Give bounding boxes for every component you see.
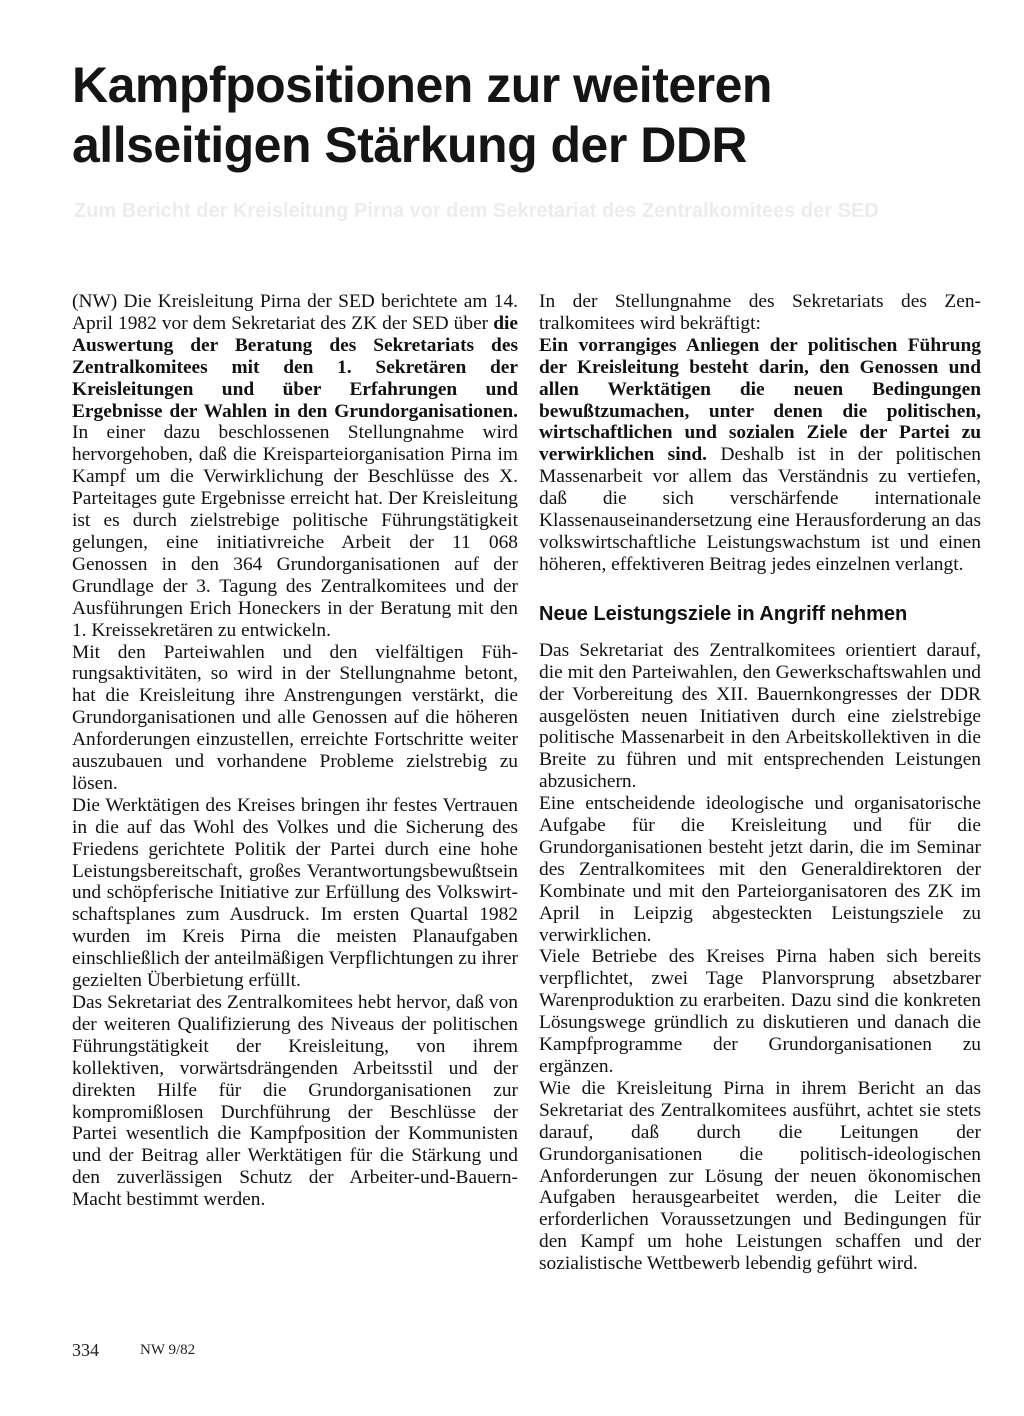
right-paragraph-5: Wie die Kreisleitung Pirna in ihrem Bericht an das Sekretariat des Zentralkomitees ausführt, achtet sie stets darauf, daß durch die Leitungen der Grundorganisationen die politisch-ideologischen Anforderungen zur Lösung der neuen ökonomischen Aufgaben herausgearbeitet werden, die Leiter die erforderlichen Voraussetzungen und Bedingungen für den Kampf um hohe Leistungen schaffen und der sozialistische Wettbewerb lebendig geführt wird. (539, 1077, 981, 1275)
right-p1-intro: In der Stellungnahme des Sekretariats des Zentralkomitees wird bekräftigt: (539, 291, 981, 334)
left-p1-emphasis: die Auswertung der Beratung des Sekretariats des Zentralkomitees mit den 1. Sekretären der Kreisleitungen und über Erfahrungen und Ergebnisse der Wahlen in den Grundorganisationen. (72, 312, 518, 422)
right-column (539, 291, 981, 1275)
page-number: 334 (72, 1340, 99, 1360)
left-paragraph-3: Die Werktätigen des Kreises bringen ihr festes Vertrauen in die auf das Wohl des Volkes und die Sicherung des Friedens gerichtete Politik der Partei durch eine hohe Leistungsbereitschaft, großes Verantwortungsbewußtsein und schöpferische Initiative zur Erfüllung des Volkswirtschaftsplanes zum Ausdruck. Im ersten Quartal 1982 wurden im Kreis Pirna die meisten Planaufgaben einschließlich der anteilmäßigen Verpflichtungen zu ihrer gezielten Überbietung erfüllt. (72, 794, 519, 992)
left-p1-intro: (NW) Die Kreisleitung Pirna der SED berichtete am 14. April 1982 vor dem Sekretariat des ZK der SED über (72, 291, 518, 334)
right-paragraph-3: Eine entscheidende ideologische und organisatorische Aufgabe für die Kreisleitung und für die Grundorganisationen besteht jetzt darin, die im Seminar des Zentralkomitees mit den Generaldirektoren der Kombinate und mit den Parteiorganisatoren des ZK im April in Leipzig abgesteckten Leistungsziele zu verwirklichen. (539, 793, 981, 946)
left-p1-rest: In einer dazu beschlossenen Stellungnahme wird hervorgehoben, daß die Kreisparteiorganisation Pirna im Kampf um die Verwirklichung der Beschlüsse des X. Parteitages gute Ergebnisse erreicht hat. Der Kreisleitung ist es durch zielstrebige politische Führungstätigkeit gelungen, eine initiativreiche Arbeit der 11 068 Genossen in den 364 Grundorganisationen auf der Grundlage der 3. Tagung des Zentralkomitees und der Ausführungen Erich Honeckers in der Beratung mit den 1. Kreissekretären zu entwickeln. (72, 422, 518, 641)
right-paragraph-2: Das Sekretariat des Zentralkomitees orientiert darauf, die mit den Parteiwahlen, den Gewerkschaftswahlen und der Vorbereitung des XII. Bauernkongresses der DDR ausgelösten neuen Initiativen durch eine zielstrebige politische Massenarbeit in den Arbeitskollektiven in die Breite zu führen und mit entsprechenden Leistungen abzusichern. (539, 639, 981, 793)
left-paragraph-4: Das Sekretariat des Zentralkomitees hebt hervor, daß von der weiteren Qualifizierung des Niveaus der politischen Führungstätigkeit der Kreisleitung, von ihrem kollektiven, vorwärtsdrängenden Arbeitsstil und der direkten Hilfe für die Grundorganisationen zur kompromißlosen Durchführung der Beschlüsse der Partei wesentlich die Kampfposition der Kommunisten und der Beitrag aller Werktätigen für die Stärkung und den zuverlässigen Schutz der Arbeiter-und-Bauern-Macht bestimmt werden. (72, 992, 518, 1211)
section-heading: Neue Leistungsziele in Angriff nehmen (539, 602, 908, 625)
article-headline: Kampfpositionen zur weiteren allseitigen Stärkung der DDR (72, 57, 772, 173)
right-p1-emphasis: Ein vorrangiges Anliegen der politischen Führung der Kreisleitung besteht darin, den Genossen und allen Werktätigen die neuen Bedingungen bewußtzumachen, unter denen die politischen, wirtschaftlichen und sozialen Ziele der Partei zu verwirklichen sind. (539, 334, 981, 466)
article-subtitle: Zum Bericht der Kreisleitung Pirna vor dem Sekretariat des Zentralkomitees der SED (74, 200, 879, 222)
left-column (72, 291, 518, 1211)
issue-reference: NW 9/82 (140, 1342, 196, 1358)
right-p1-rest: Deshalb ist in der politischen Massenarbeit vor allem das Verständnis zu vertiefen, daß die sich verschärfende internationale Klassenauseinandersetzung eine Herausforderung an das volkswirtschaftliche Leistungswachstum ist und einen höheren, effektiveren Beitrag jedes einzelnen verlangt. (539, 444, 981, 575)
right-paragraph-4: Viele Betriebe des Kreises Pirna haben sich bereits verpflichtet, zwei Tage Planvorsprung absetzbarer Warenproduktion zu erarbeiten. Dazu sind die konkreten Lösungswege gründlich zu diskutieren und danach die Kampfprogramme der Grundorganisationen zu ergänzen. (539, 946, 981, 1077)
left-paragraph-1 (72, 291, 518, 642)
right-paragraph-1 (539, 291, 981, 576)
left-paragraph-2: Mit den Parteiwahlen und den vielfältigen Führungsaktivitäten, so wird in der Stellungnahme betont, hat die Kreisleitung ihre Anstrengungen verstärkt, die Grundorganisationen und alle Genossen auf die höheren Anforderungen einzustellen, erreichte Fortschritte weiter auszubauen und vorhandene Probleme zielstrebig zu lösen. (72, 641, 518, 794)
